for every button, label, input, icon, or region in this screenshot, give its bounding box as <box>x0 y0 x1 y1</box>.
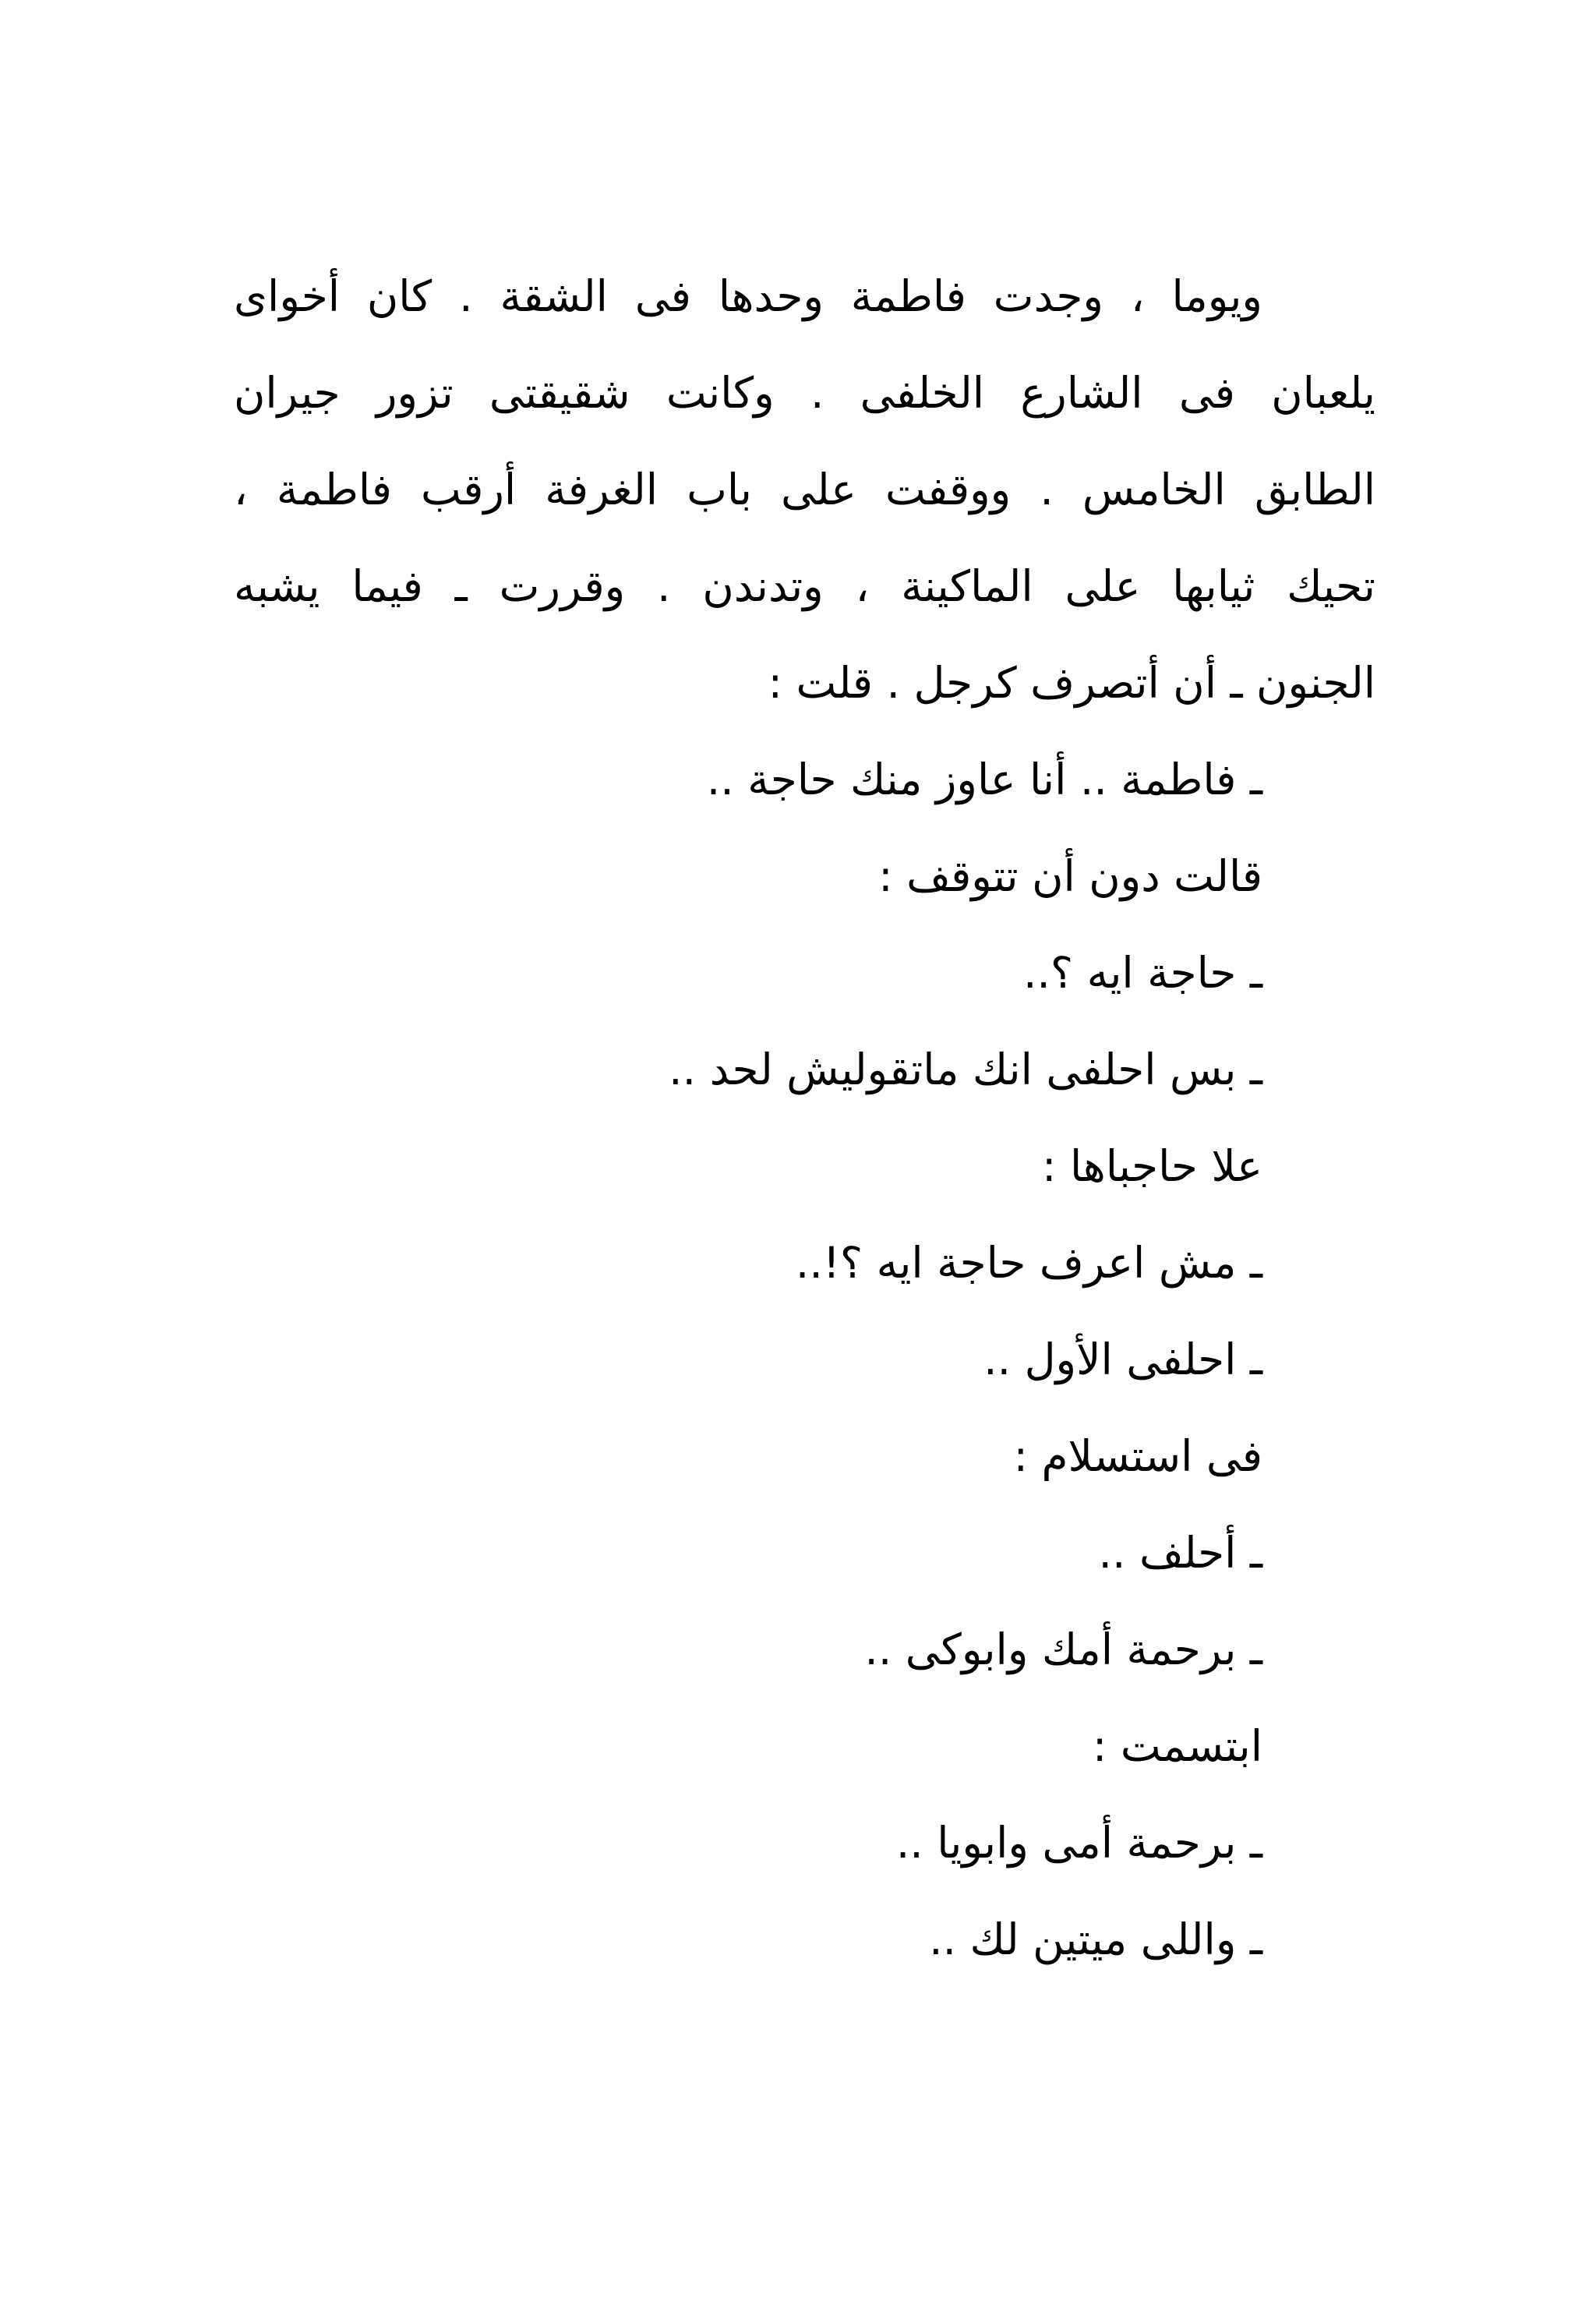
narration-line: ابتسمت : <box>1092 1721 1262 1771</box>
story-text <box>234 248 1375 1988</box>
dialogue-line: ـ فاطمة .. أنا عاوز منك حاجة .. <box>706 755 1262 804</box>
narration-line: فى استسلام : <box>1013 1431 1262 1481</box>
paragraph-line: يلعبان فى الشارع الخلفى . وكانت شقيقتى تزور جيران <box>234 368 1375 418</box>
narration-line: علا حاجباها : <box>1041 1141 1262 1191</box>
dialogue-line: ـ احلفى الأول .. <box>983 1335 1262 1384</box>
paragraph-line: الطابق الخامس . ووقفت على باب الغرفة أرقب فاطمة ، <box>234 465 1375 514</box>
dialogue-line: ـ مش اعرف حاجة ايه ؟!.. <box>795 1238 1262 1288</box>
dialogue-line: ـ أحلف .. <box>1098 1528 1262 1578</box>
paragraph-line: ويوما ، وجدت فاطمة وحدها فى الشقة . كان أخواى <box>234 271 1262 321</box>
dialogue-line: ـ برحمة أمى وابويا .. <box>895 1818 1262 1868</box>
dialogue-line: ـ برحمة أمك وابوكى .. <box>864 1624 1262 1674</box>
paragraph-line: تحيك ثيابها على الماكينة ، وتدندن . وقررت ـ فيما يشبه <box>234 561 1375 611</box>
dialogue-line: ـ بس احلفى انك ماتقوليش لحد .. <box>669 1045 1262 1094</box>
dialogue-line: ـ حاجة ايه ؟.. <box>1022 948 1262 998</box>
dialogue-line: ـ واللى ميتين لك .. <box>929 1914 1262 1964</box>
paragraph-line: الجنون ـ أن أتصرف كرجل . قلت : <box>768 658 1375 708</box>
narration-line: قالت دون أن تتوقف : <box>878 851 1262 901</box>
